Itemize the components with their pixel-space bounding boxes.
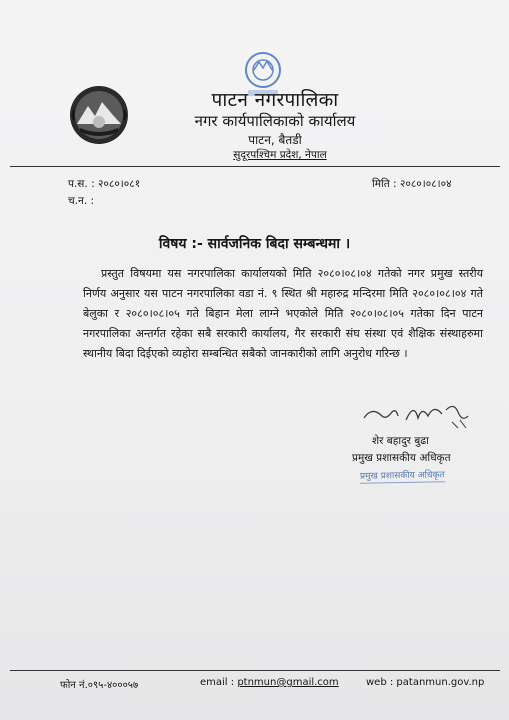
office-location: पाटन, बैतडी [248,133,302,147]
signature-mark [362,398,472,432]
footer-email-label: email : [200,677,235,688]
reference-number: प.स. : २०८०।०८१ [68,178,141,190]
designation-stamp: प्रमुख प्रशासकीय अधिकृत [360,467,445,483]
footer-email-link[interactable]: ptnmun@gmail.com [237,677,339,688]
header-divider [10,166,500,167]
letter-subject: विषय :- सार्वजनिक बिदा सम्बन्धमा । [158,236,351,252]
office-name: नगर कार्यपालिकाको कार्यालय [194,112,356,130]
signatory-title: प्रमुख प्रशासकीय अधिकृत [352,452,451,464]
footer-divider [10,670,500,671]
dispatch-number: च.न. : [68,195,95,207]
signatory-name: शेर बहादुर बुढा [372,435,429,447]
footer-email [200,677,339,688]
letter-body [83,264,483,364]
province-name: सुदूरपश्चिम प्रदेश, नेपाल [233,149,327,161]
footer-web-link[interactable]: patanmun.gov.np [396,677,485,688]
footer-web-label: web : [366,677,394,688]
letter-date: मिति : २०८०।०८।०४ [372,178,452,190]
municipality-name: पाटन नगरपालिका [211,89,339,111]
letter-body-text: प्रस्तुत विषयमा यस नगरपालिका कार्यालयको मिति २०८०।०८।०४ गतेको नगर प्रमुख स्तरीय निर्णय अनुसार यस पाटन नगरपालिका वडा नं. ९ स्थित श्री महारुद्र मन्दिरमा मिति २०८०।०८।०४ गते बेलुका र २०८०।०८।०५ गते बिहान मेला लाग्ने भएकोले मिति २०८०।०८।०५ गतेका दिन पाटन नगरपालिका अन्तर्गत रहेका सबै सरकारी कार्यालय, गैर सरकारी संघ संस्था एवं शैक्षिक संस्थाहरुमा स्थानीय बिदा दिईएको व्यहोरा सम्बन्धित सबैको जानकारीको लागि अनुरोध गरिन्छ । [83,267,483,360]
nepal-emblem-icon [68,84,130,146]
footer-web [366,677,484,688]
footer-phone: फोन नं.०९५-४०००५७ [60,680,139,691]
